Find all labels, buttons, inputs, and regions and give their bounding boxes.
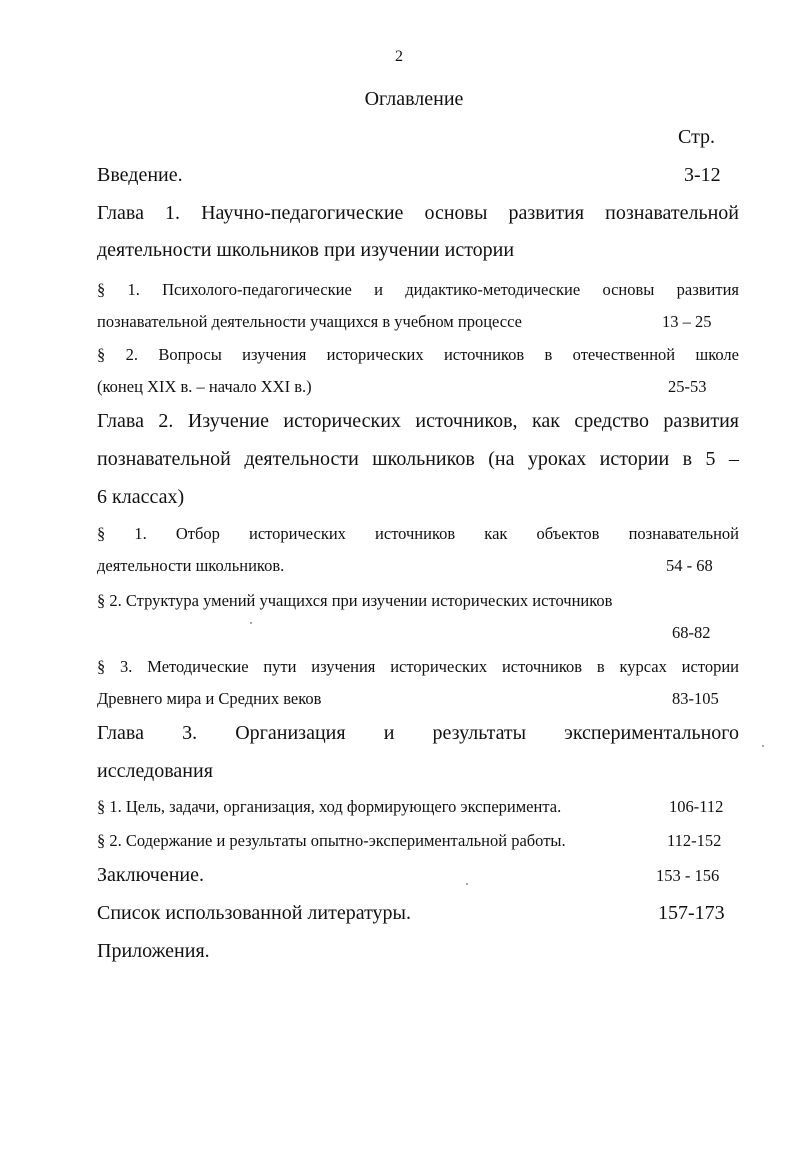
toc-chapter2-line2: познавательной деятельности школьников (на уроках истории в 5 – (97, 448, 739, 470)
toc-intro-label: Введение. (97, 164, 183, 186)
toc-ch3-section2-pages: 112-152 (667, 831, 722, 850)
scan-speck (466, 883, 468, 885)
toc-appendix-label: Приложения. (97, 940, 210, 962)
toc-title: Оглавление (364, 88, 464, 110)
toc-ch2-section3-line2: Древнего мира и Средних веков (97, 689, 322, 708)
toc-ch2-section1-pages: 54 - 68 (666, 556, 713, 575)
toc-ch1-section1-line2: познавательной деятельности учащихся в учебном процессе (97, 312, 522, 331)
scan-speck (762, 745, 764, 747)
toc-ch3-section2-line1: § 2. Содержание и результаты опытно-экспериментальной работы. (97, 831, 566, 850)
toc-conclusion-pages: 153 - 156 (656, 866, 720, 885)
page-column-header: Стр. (678, 126, 716, 148)
toc-ch1-section2-line2: (конец XIX в. – начало XXI в.) (97, 377, 312, 396)
toc-intro-pages: 3-12 (684, 164, 721, 186)
toc-bibliography-pages: 157-173 (658, 902, 725, 924)
toc-conclusion-label: Заключение. (97, 864, 204, 886)
toc-chapter3-line1: Глава 3. Организация и результаты экспериментального (97, 722, 739, 744)
toc-chapter2-line1: Глава 2. Изучение исторических источников, как средство развития (97, 410, 739, 432)
toc-chapter3-line2: исследования (97, 760, 213, 782)
scan-speck (250, 622, 252, 624)
toc-ch1-section2-line1: § 2. Вопросы изучения исторических источников в отечественной школе (97, 345, 739, 364)
toc-ch2-section1-line2: деятельности школьников. (97, 556, 285, 575)
page-number: 2 (395, 48, 403, 65)
toc-chapter2-line3: 6 классах) (97, 486, 185, 508)
toc-ch2-section3-line1: § 3. Методические пути изучения исторических источников в курсах истории (97, 657, 739, 676)
toc-ch1-section1-pages: 13 – 25 (662, 312, 712, 331)
toc-ch2-section1-line1: § 1. Отбор исторических источников как объектов познавательной (97, 524, 739, 543)
toc-bibliography-label: Список использованной литературы. (97, 902, 411, 924)
toc-ch2-section2-pages: 68-82 (672, 623, 711, 642)
toc-chapter1-line2: деятельности школьников при изучении истории (97, 239, 515, 261)
toc-ch2-section2-line1: § 2. Структура умений учащихся при изучении исторических источников (97, 591, 613, 610)
toc-ch2-section3-pages: 83-105 (672, 689, 719, 708)
toc-chapter1-line1: Глава 1. Научно-педагогические основы развития познавательной (97, 202, 739, 224)
toc-ch3-section1-pages: 106-112 (669, 797, 724, 816)
toc-ch1-section2-pages: 25-53 (668, 377, 707, 396)
toc-ch1-section1-line1: § 1. Психолого-педагогические и дидактико-методические основы развития (97, 280, 739, 299)
toc-ch3-section1-line1: § 1. Цель, задачи, организация, ход формирующего эксперимента. (97, 797, 562, 816)
